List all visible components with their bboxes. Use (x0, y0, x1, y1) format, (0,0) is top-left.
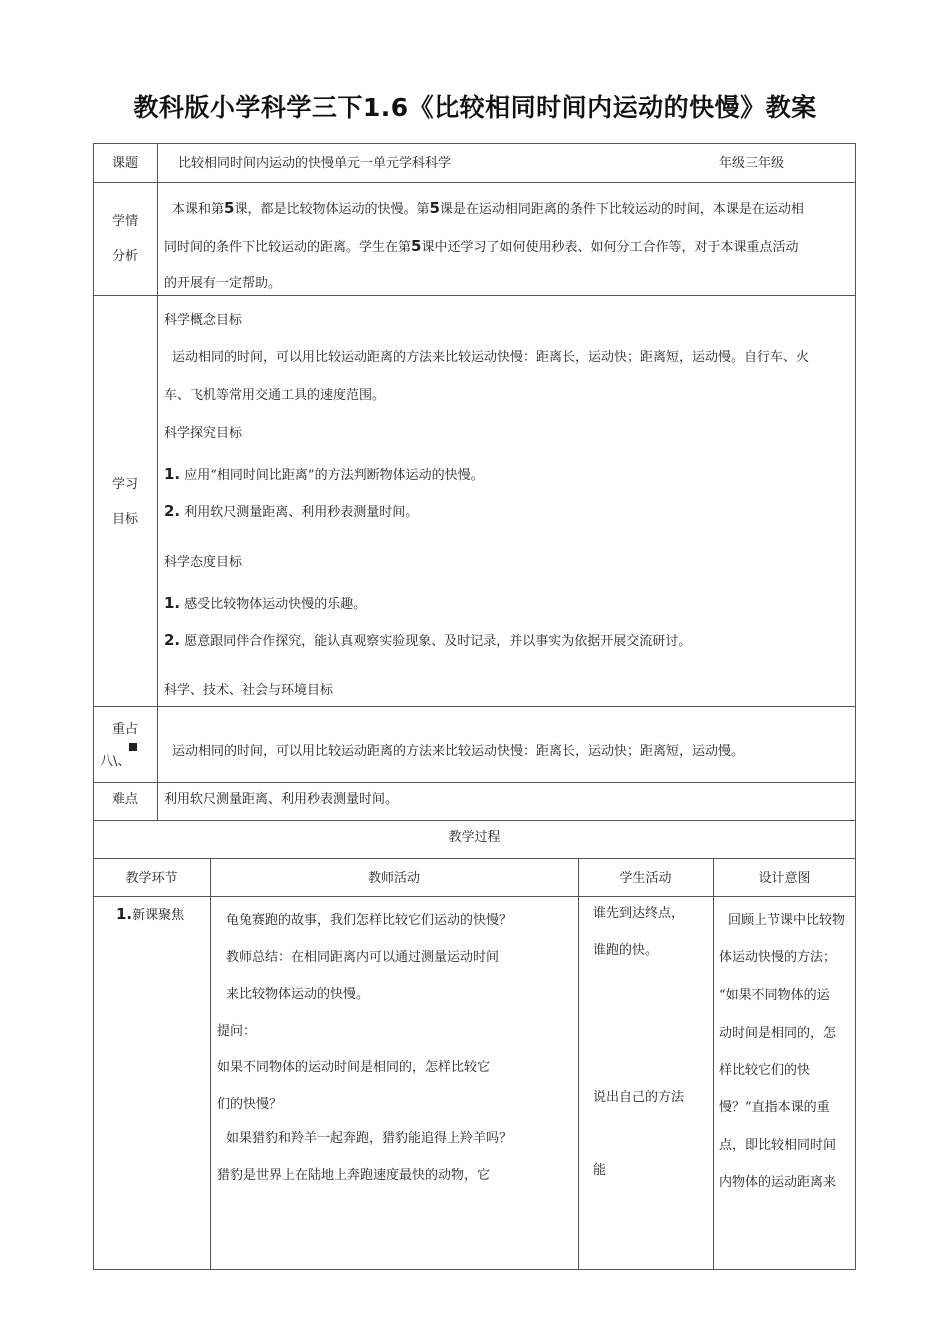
intent-line: 点，即比较相同时间 (719, 1138, 837, 1153)
grade-value: 年级三年级 (719, 156, 785, 171)
difficulty-value: 利用软尺测量距离、利用秒表测量时间。 (164, 792, 399, 807)
topic-label: 课题 (111, 156, 138, 171)
column-header-teacher: 教师活动 (367, 871, 420, 886)
row-divider (93, 295, 856, 296)
teacher-line: 猎豹是世界上在陆地上奔跑速度最快的动物，它 (217, 1168, 491, 1183)
column-divider (157, 143, 158, 820)
attitude-item: 1. 感受比较物体运动快慢的乐趣。 (164, 594, 367, 612)
intent-line: 内物体的运动距离来 (719, 1175, 837, 1190)
page-title: 教科版小学科学三下1.6《比较相同时间内运动的快慢》教案 (133, 93, 817, 122)
row-divider (93, 896, 856, 897)
intent-line: 回顾上节课中比较物 (728, 913, 846, 928)
intent-line: 慢？”直指本课的重 (719, 1100, 830, 1115)
teacher-line: 龟兔赛跑的故事，我们怎样比较它们运动的快慢？ (226, 913, 513, 928)
key-point-value: 运动相同的时间，可以用比较运动距离的方法来比较运动快慢：距离长，运动快；距离短，运动慢。 (172, 744, 745, 759)
teacher-line: 提问： (217, 1024, 257, 1039)
student-line: 谁跑的快。 (593, 943, 659, 958)
row-divider (93, 182, 856, 183)
column-divider (210, 858, 211, 1270)
stage-name: 1.新课聚焦 (116, 905, 185, 923)
teacher-line: 来比较物体运动的快慢。 (226, 987, 370, 1002)
intent-line: 样比较它们的快 (719, 1063, 811, 1078)
inquiry-item: 2. 利用软尺测量距离、利用秒表测量时间。 (164, 502, 419, 520)
analysis-line-2: 同时间的条件下比较运动的距离。学生在第5课中还学习了如何使用秒表、如何分工合作等，对于本课重点活动 (164, 237, 799, 255)
analysis-line-1: 本课和第5课，都是比较物体运动的快慢。第5课是在运动相同距离的条件下比较运动的时间，本课是在运动相 (172, 199, 804, 217)
intent-line: “如果不同物体的运 (719, 988, 830, 1003)
column-header-stage: 教学环节 (125, 871, 178, 886)
row-divider (93, 706, 856, 707)
column-divider (713, 858, 714, 1270)
row-divider (93, 782, 856, 783)
intent-line: 体运动快慢的方法； (719, 950, 837, 965)
column-divider (578, 858, 579, 1270)
teacher-line: 如果猎豹和羚羊一起奔跑，猎豹能追得上羚羊吗？ (226, 1131, 513, 1146)
student-line: 说出自己的方法 (593, 1090, 685, 1105)
inquiry-item: 1. 应用“相同时间比距离”的方法判断物体运动的快慢。 (164, 465, 484, 483)
goals-label-2: 目标 (111, 512, 138, 527)
row-divider (93, 820, 856, 821)
goals-label-1: 学习 (111, 477, 138, 492)
concept-heading: 科学概念目标 (164, 313, 243, 328)
student-line: 能 (593, 1163, 607, 1178)
key-point-label-1: 重占 (111, 722, 138, 737)
analysis-label-1: 学情 (111, 214, 138, 229)
sts-heading: 科学、技术、社会与环境目标 (164, 683, 334, 698)
inquiry-heading: 科学探究目标 (164, 426, 243, 441)
process-heading: 教学过程 (448, 830, 501, 845)
attitude-heading: 科学态度目标 (164, 555, 243, 570)
attitude-item: 2. 愿意跟同伴合作探究，能认真观察实验现象、及时记录，并以事实为依据开展交流研讨。 (164, 631, 692, 649)
teacher-line: 教师总结：在相同距离内可以通过测量运动时间 (226, 950, 500, 965)
concept-line-2: 车、飞机等常用交通工具的速度范围。 (164, 388, 386, 403)
concept-line-1: 运动相同的时间，可以用比较运动距离的方法来比较运动快慢：距离长，运动快；距离短，运动慢。自行车、火 (172, 350, 810, 365)
analysis-line-3: 的开展有一定帮助。 (164, 276, 282, 291)
key-point-label-2: 八\、 (100, 754, 131, 769)
difficulty-label: 难点 (111, 792, 138, 807)
topic-value: 比较相同时间内运动的快慢单元一单元学科科学 (178, 156, 452, 171)
row-divider (93, 858, 856, 859)
column-header-student: 学生活动 (619, 871, 672, 886)
column-header-intent: 设计意图 (758, 871, 811, 886)
analysis-label-2: 分析 (111, 249, 138, 264)
intent-line: 动时间是相同的，怎 (719, 1026, 837, 1041)
teacher-line: 如果不同物体的运动时间是相同的，怎样比较它 (217, 1060, 491, 1075)
student-line: 谁先到达终点， (593, 906, 685, 921)
teacher-line: 们的快慢？ (217, 1097, 283, 1112)
